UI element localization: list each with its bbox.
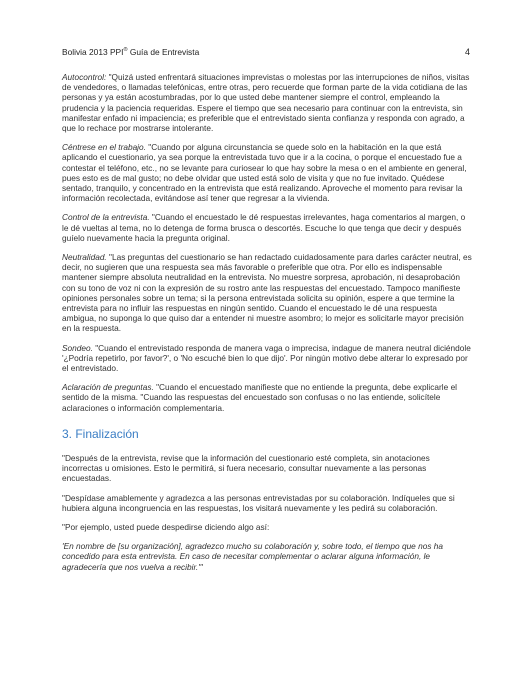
paragraph-text: "Cuando el entrevistado responda de manera vaga o imprecisa, indague de manera neutral diciéndole '¿Podría repetirlo, por favor?', o 'No escuché bien lo que dijo'. Por ningún motivo debe alterar lo expresado por el entrevistado. (62, 342, 471, 374)
paragraph-control (62, 212, 472, 243)
paragraph-text: "Las preguntas del cuestionario se han redactado cuidadosamente para darles carácter neutral, es decir, no sugieren que una respuesta sea más favorable o preferible que otra. Por ello es indispensable mantener siempre absoluta neutralidad en la entrevista. No muestre sorpresa, aprobación, ni desaprobación con su tono de voz ni con la expresión de su rostro ante las respuestas del encuestado. Tampoco manifieste opiniones personales sobre un tema; si la persona entrevistada solicita su opinión, espere a que termine la entrevista para no influir las respuestas en ningún sentido. Cuando el encuestado le dé una respuesta ambigua, no suponga lo que quiso dar a entender ni muestre asombro; lo mejor es solicitarle mayor precisión en la respuesta. (62, 252, 472, 334)
paragraph-lead: Céntrese en el trabajo. (62, 142, 146, 153)
paragraph-finalizacion-2: "Despídase amablemente y agradezca a las personas entrevistadas por su colaboración. Indíqueles que si hubiera alguna incongruencia en las respuestas, los visitará nuevamente y les pedirá su colaboración. (62, 492, 455, 513)
paragraph-autocontrol (62, 72, 472, 133)
paragraph-lead: Control de la entrevista. (62, 212, 150, 223)
paragraph-finalizacion-1: "Después de la entrevista, revise que la información del cuestionario esté completa, sin anotaciones incorrectas u omisiones. Esto le permitirá, si fuera necesario, consultar nuevamente a las personas encuestadas. (62, 452, 430, 484)
paragraph-sondeo (62, 343, 472, 374)
paragraph-text: "Cuando por alguna circunstancia se quede solo en la habitación en la que está aplicando el cuestionario, ya sea porque la entrevistada tuvo que ir a la cocina, o porque el encuestado fue a contestar el teléfono, etc., no se levante para curiosear lo que hay sobre la mesa o en el ambiente en general, pues esto es de mal gusto; no debe olvidar que usted está solo de visita y que no fue invitado. Quédese sentado, tranquilo, y concentrado en la entrevista que está realizando. Aproveche el momento para revisar la información recolectada, evitándose así tener que regresar a la vivienda. (62, 142, 467, 204)
page-number: 4 (464, 47, 470, 57)
paragraph-lead: Aclaración de preguntas. (62, 382, 154, 393)
document-body (62, 72, 472, 581)
paragraph-lead: Neutralidad. (62, 252, 107, 263)
paragraph-lead: Autocontrol: (62, 72, 107, 82)
section-heading: 3. Finalización (62, 426, 139, 441)
paragraph-text: "Cuando el encuestado manifieste que no entiende la pregunta, debe explicarle el sentido de la misma. "Cuando las respuestas del encuestado son confusas o no las entiende, solicítele aclaraciones o información complementaria. (62, 382, 458, 413)
running-header (62, 47, 470, 57)
farewell-quote: 'En nombre de [su organización], agradezco mucho su colaboración y, sobre todo, el tiempo que nos ha concedido para esta entrevista. En caso de necesitar complementar o aclarar alguna información, le agradecería que nos vuelva a recibir.'" (62, 541, 444, 572)
paragraph-centrese (62, 142, 472, 203)
header-title: Bolivia 2013 PPI® Guía de Entrevista (62, 47, 200, 57)
paragraph-neutralidad (62, 252, 472, 334)
paragraph-finalizacion-3: "Por ejemplo, usted puede despedirse diciendo algo así: (62, 521, 270, 532)
paragraph-aclaracion (62, 382, 472, 413)
paragraph-lead: Sondeo. (62, 342, 93, 353)
paragraph-text: "Cuando el encuestado le dé respuestas irrelevantes, haga comentarios al margen, o le dé vueltas al tema, no lo detenga de forma brusca o descortés. Escuche lo que tenga que decir y después guíelo nuevamente hacia la pregunta original. (62, 212, 466, 243)
paragraph-text: "Quizá usted enfrentará situaciones imprevistas o molestas por las interrupciones de niños, visitas de vendedores, o llamadas telefónicas, entre otras, pero recuerde que forman parte de la vida cotidiana de las personas y ya están acostumbradas, por lo que usted debe mantener siempre el control, empleando la prudencia y la paciencia requeridas. Espere el tiempo que sea necesario para continuar con la entrevista, sin manifestar enfado ni impaciencia; es preferible que el entrevistado sienta confianza y responda con agrado, a que lo rechace por mostrarse intolerante. (62, 72, 470, 134)
